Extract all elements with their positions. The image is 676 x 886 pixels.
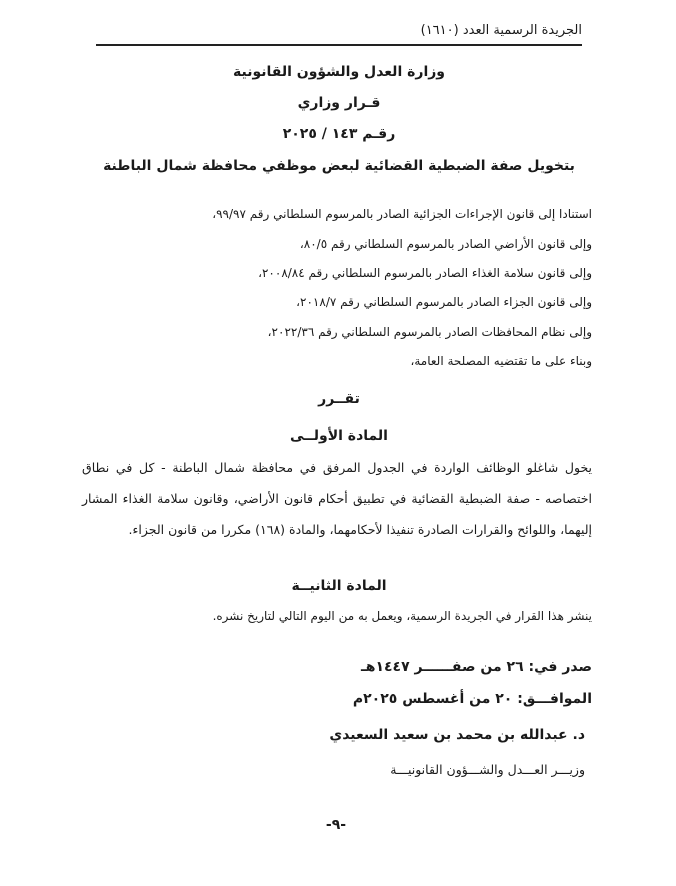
preamble-line: استنادا إلى قانون الإجراءات الجزائية الصادر بالمرسوم السلطاني رقم ٩٩/٩٧، (212, 207, 592, 221)
article-two-title: المادة الثانيــة (291, 578, 387, 594)
preamble-line: وإلى قانون سلامة الغذاء الصادر بالمرسوم السلطاني رقم ٢٠٠٨/٨٤، (258, 266, 592, 280)
running-header: الجريدة الرسمية العدد (١٦١٠) (420, 23, 582, 38)
corresponding-date: الموافـــق: ٢٠ من أغسطس ٢٠٢٥م (352, 691, 592, 707)
preamble-line: وإلى نظام المحافظات الصادر بالمرسوم السلطاني رقم ٢٠٢٢/٣٦، (267, 325, 592, 339)
preamble-line: وبناء على ما تقتضيه المصلحة العامة، (410, 354, 592, 368)
decree-subject: بتخويل صفة الضبطية القضائية لبعض موظفي محافظة شمال الباطنة (103, 158, 575, 174)
decides-heading: تقــرر (318, 391, 360, 407)
issue-date: صدر في: ٢٦ من صفــــــر ١٤٤٧هـ (360, 659, 592, 675)
page-number: -٩- (325, 817, 347, 833)
header-divider (96, 44, 582, 46)
signatory-title: وزيـــر العـــدل والشـــؤون القانونيـــة (390, 762, 585, 777)
preamble-line: وإلى قانون الأراضي الصادر بالمرسوم السلطاني رقم ٨٠/٥، (299, 237, 592, 251)
preamble-line: وإلى قانون الجزاء الصادر بالمرسوم السلطاني رقم ٢٠١٨/٧، (296, 295, 592, 309)
decree-type: قـرار وزاري (297, 95, 381, 111)
article-two-text: ينشر هذا القرار في الجريدة الرسمية، ويعمل به من اليوم التالي لتاريخ نشره. (212, 609, 592, 623)
decree-number: رقـم ١٤٣ / ٢٠٢٥ (282, 126, 396, 142)
article-one-text: يخول شاغلو الوظائف الواردة في الجدول المرفق في محافظة شمال الباطنة - كل في نطاق اختصاصه - صفة الضبطية القضائية في تطبيق أحكام قانون الأراضي، وقانون سلامة الغذاء المشار إليهما، واللوائح والقرارات الصادرة تنفيذا لأحكامهما، والمادة (١٦٨) مكررا من قانون الجزاء. (82, 460, 592, 537)
ministry-name: وزارة العدل والشؤون القانونية (232, 64, 446, 80)
signatory-name: د. عبدالله بن محمد بن سعيد السعيدي (329, 727, 585, 743)
article-one-title: المادة الأولــى (290, 428, 388, 444)
